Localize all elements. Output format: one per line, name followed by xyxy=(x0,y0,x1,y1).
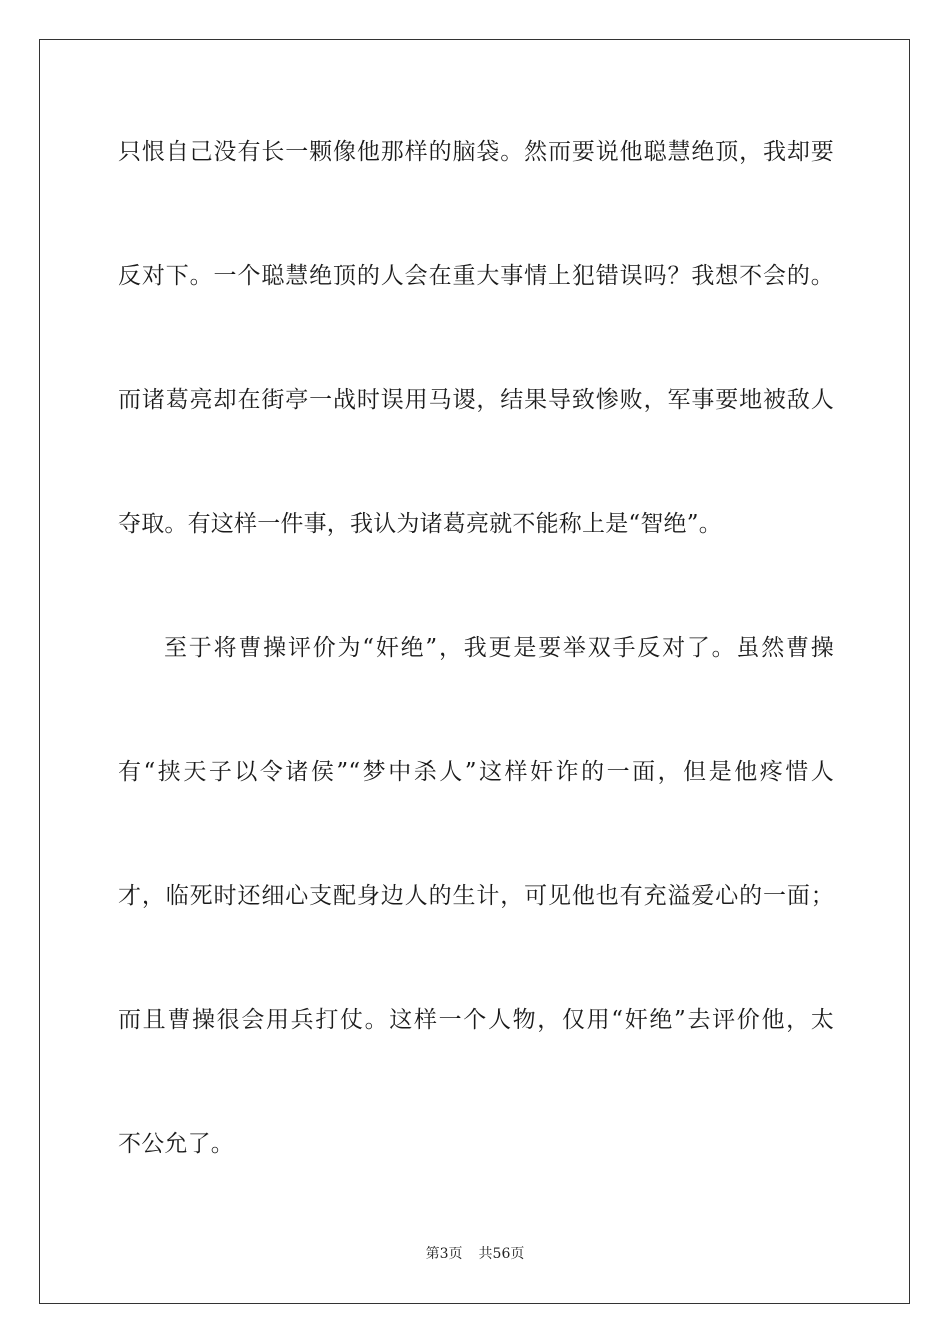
total-pages: 共56页 xyxy=(478,1246,525,1262)
page-number: 第3页 xyxy=(425,1246,463,1262)
text-line-7: 才，临死时还细心支配身边人的生计，可见他也有充溢爱心的一面； xyxy=(118,883,834,909)
text-line-3: 而诸葛亮却在街亭一战时误用马谡，结果导致惨败，军事要地被敌人 xyxy=(118,387,834,413)
page-footer xyxy=(0,1245,950,1263)
text-line-2: 反对下。一个聪慧绝顶的人会在重大事情上犯错误吗？我想不会的。 xyxy=(118,263,834,289)
text-line-8: 而且曹操很会用兵打仗。这样一个人物，仅用“奸绝”去评价他，太 xyxy=(118,1007,834,1033)
text-line-6: 有“挟天子以令诸侯”“梦中杀人”这样奸诈的一面，但是他疼惜人 xyxy=(118,759,834,785)
text-line-1: 只恨自己没有长一颗像他那样的脑袋。然而要说他聪慧绝顶，我却要 xyxy=(118,139,834,165)
text-line-5-paragraph-start: 至于将曹操评价为“奸绝”，我更是要举双手反对了。虽然曹操 xyxy=(164,635,834,661)
text-line-4: 夺取。有这样一件事，我认为诸葛亮就不能称上是“智绝”。 xyxy=(118,511,722,537)
text-line-9: 不公允了。 xyxy=(118,1131,234,1157)
page-border xyxy=(39,39,910,1304)
